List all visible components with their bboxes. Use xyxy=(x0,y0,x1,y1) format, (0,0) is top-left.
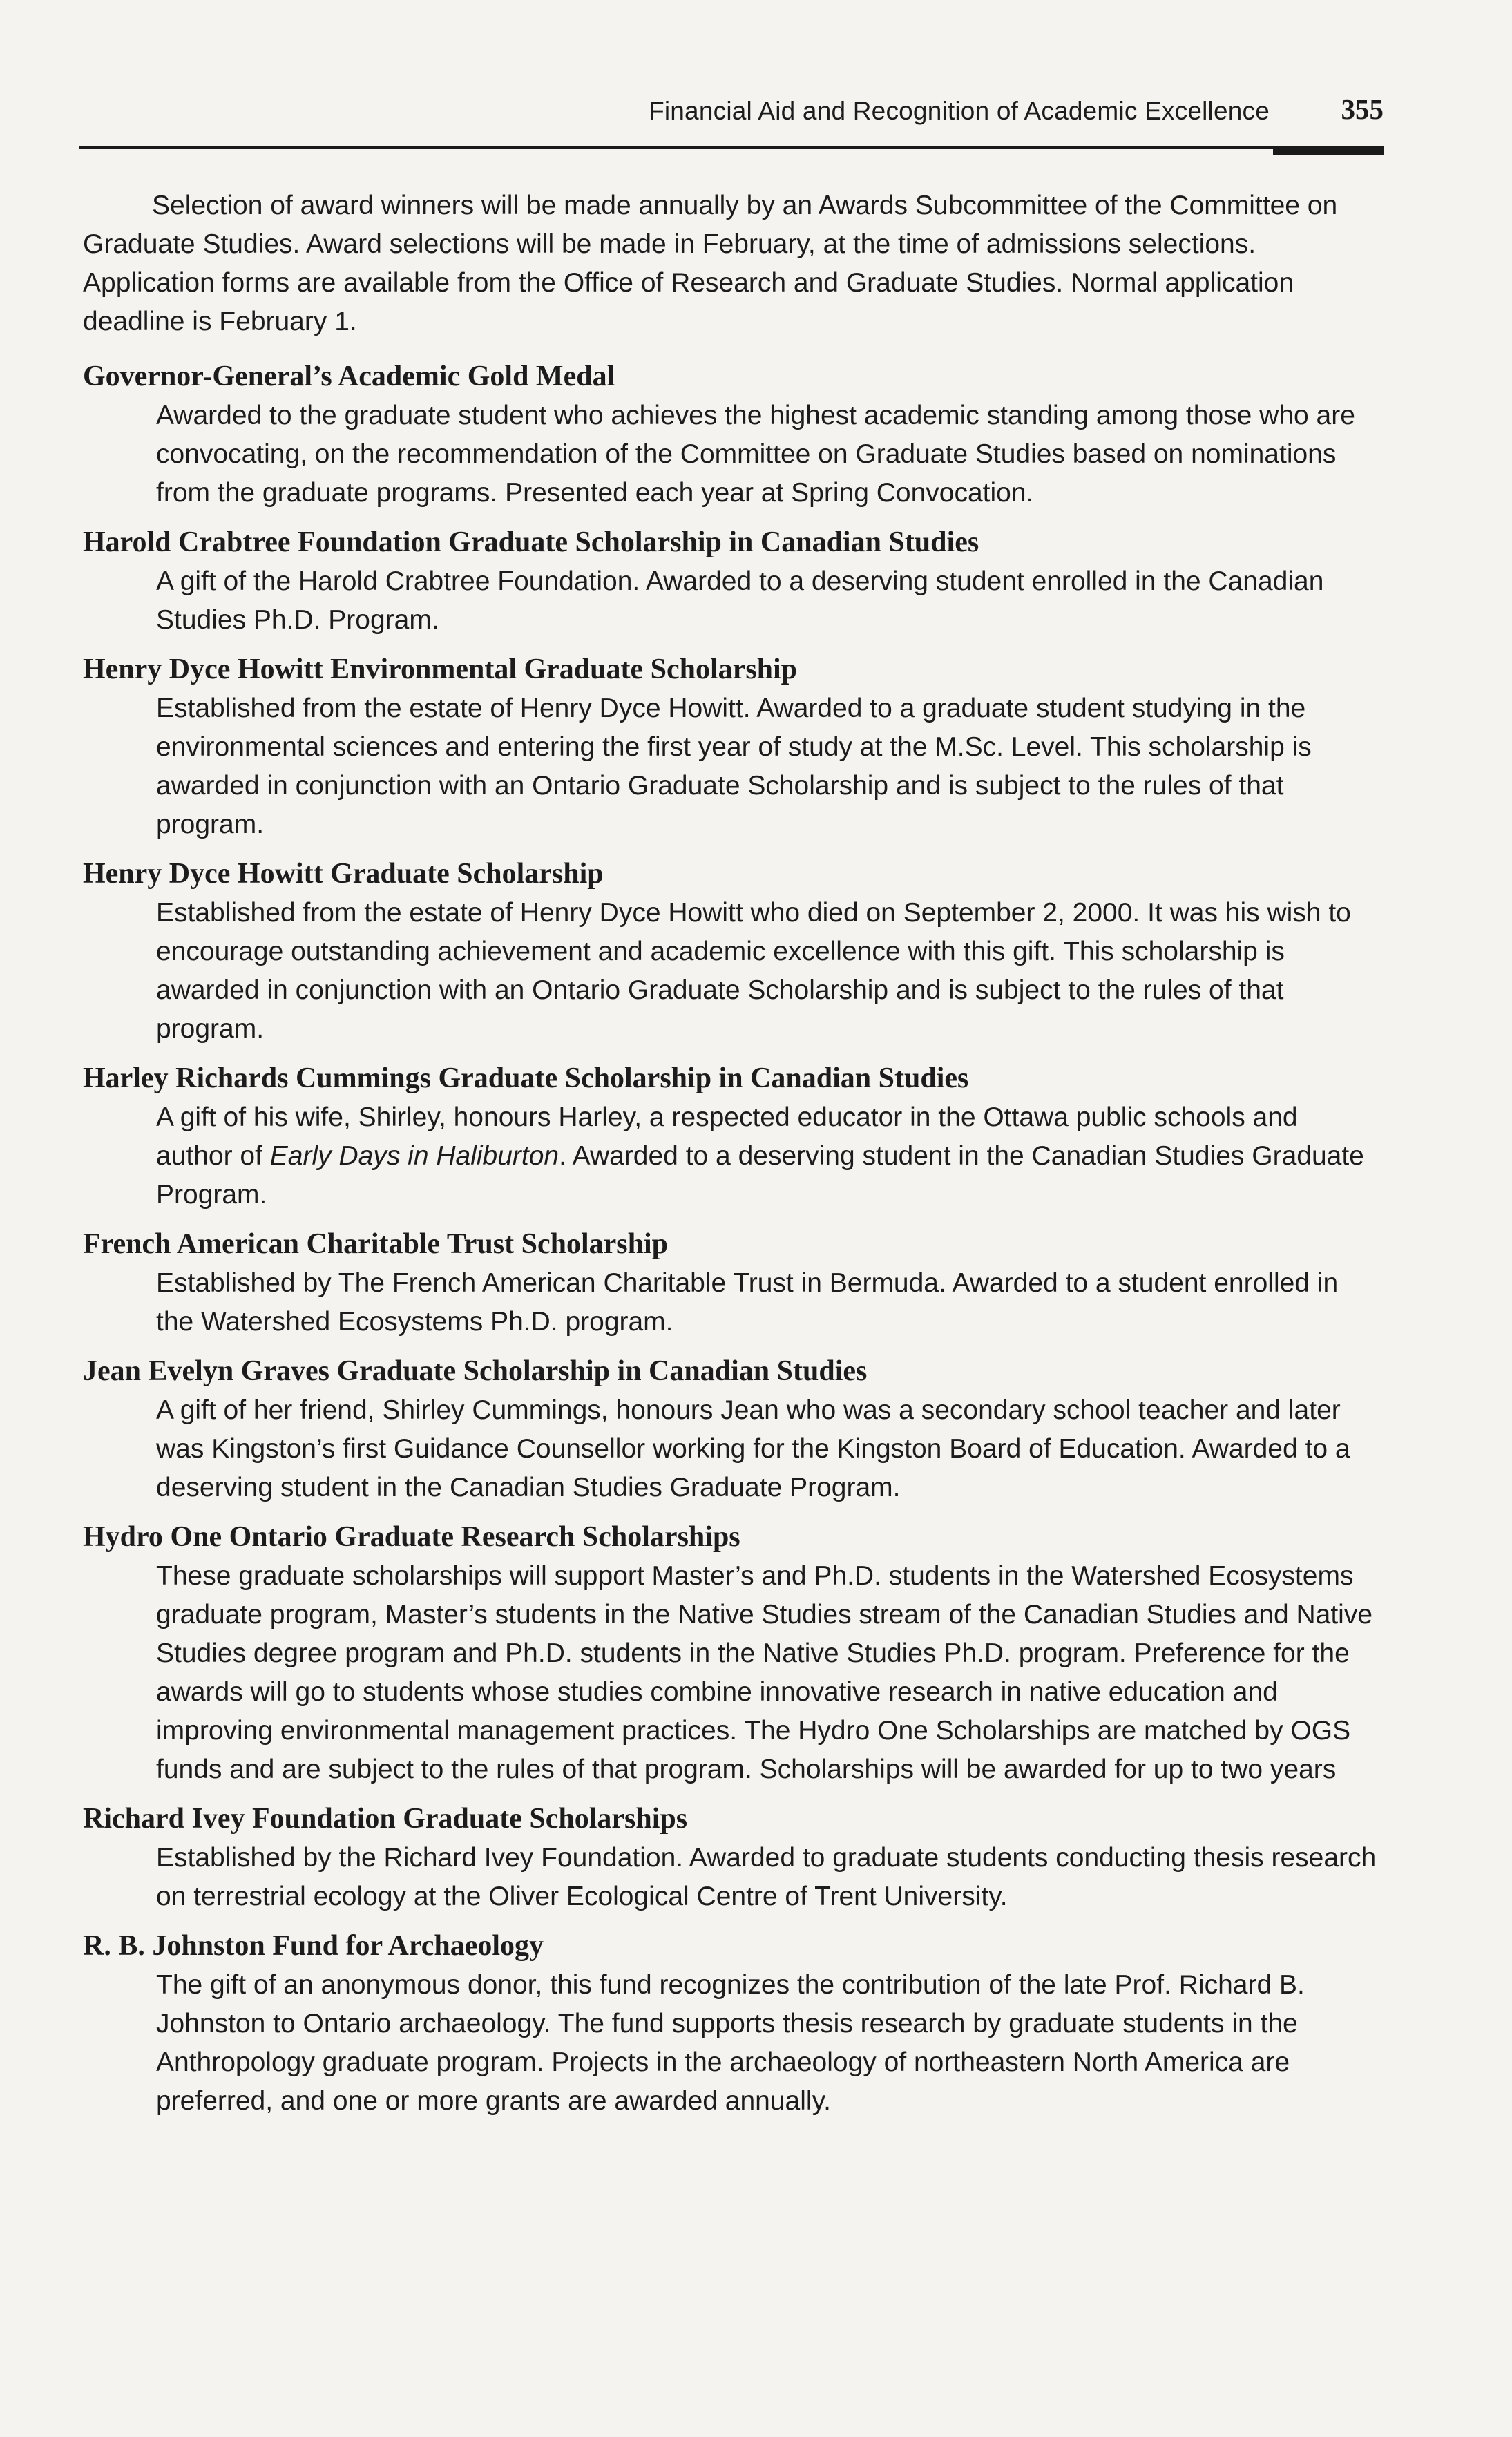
award-entry xyxy=(83,1058,1381,1214)
page-number: 355 xyxy=(1341,93,1384,125)
award-description: Established from the estate of Henry Dyce Howitt who died on September 2, 2000. It was his wish to encourage outstanding achievement and academic excellence with this gift. This scholarship is awarded in conjunction with an Ontario Graduate Scholarship and is subject to the rules of that program. xyxy=(156,898,1351,1044)
award-title: Harley Richards Cummings Graduate Scholarship in Canadian Studies xyxy=(83,1062,969,1094)
award-description-text: . Awarded to a deserving student in the Canadian Studies Graduate Program. xyxy=(156,1141,1364,1210)
award-description: Established from the estate of Henry Dyce Howitt. Awarded to a graduate student studying in the environmental sciences and entering the first year of study at the M.Sc. Level. This scholarship is awarded in conjunction with an Ontario Graduate Scholarship and is subject to the rules of that program. xyxy=(156,694,1312,839)
award-description: These graduate scholarships will support Master’s and Ph.D. students in the Watershed Ecosystems graduate program, Master’s students in the Native Studies stream of the Canadian Studies and Native Studies degree program and Ph.D. students in the Native Studies Ph.D. program. Preference for the awards will go to students whose studies combine innovative research in native education and improving environmental management practices. The Hydro One Scholarships are matched by OGS funds and are subject to the rules of that program. Scholarships will be awarded for up to two years xyxy=(156,1561,1373,1784)
award-title: Jean Evelyn Graves Graduate Scholarship in Canadian Studies xyxy=(83,1355,868,1387)
award-title: Henry Dyce Howitt Environmental Graduate Scholarship xyxy=(83,653,798,685)
running-header xyxy=(79,88,1384,151)
award-entry xyxy=(83,1224,1381,1341)
award-title: Harold Crabtree Foundation Graduate Scholarship in Canadian Studies xyxy=(83,526,979,558)
intro-paragraph: Selection of award winners will be made annually by an Awards Subcommittee of the Committee on Graduate Studies. Award selections will be made in February, at the time of admissions selections. Application forms are available from the Office of Research and Graduate Studies. Normal application deadline is February 1. xyxy=(83,191,1338,336)
book-title: Early Days in Haliburton xyxy=(269,1141,559,1171)
award-description: Established by the Richard Ivey Foundation. Awarded to graduate students conducting thesis research on terrestrial ecology at the Oliver Ecological Centre of Trent University. xyxy=(156,1843,1377,1911)
header-rule-tab xyxy=(1273,146,1384,155)
award-description: A gift of the Harold Crabtree Foundation. Awarded to a deserving student enrolled in the Canadian Studies Ph.D. Program. xyxy=(156,566,1324,635)
award-entry xyxy=(83,1351,1381,1507)
award-title: French American Charitable Trust Scholarship xyxy=(83,1228,669,1260)
award-entry xyxy=(83,356,1381,513)
award-entry xyxy=(83,1799,1381,1916)
award-description-text: A gift of his wife, Shirley, honours Harley, a respected educator in the Ottawa public schools and author of xyxy=(156,1102,1298,1171)
award-entry xyxy=(83,649,1381,844)
award-entry xyxy=(83,854,1381,1049)
page-body xyxy=(83,187,1381,2130)
award-title: Governor-General’s Academic Gold Medal xyxy=(83,361,615,392)
award-title: Henry Dyce Howitt Graduate Scholarship xyxy=(83,858,604,890)
header-title: Financial Aid and Recognition of Academic Excellence xyxy=(649,97,1270,125)
award-description xyxy=(156,1098,1381,1214)
award-description: A gift of her friend, Shirley Cummings, honours Jean who was a secondary school teacher and later was Kingston’s first Guidance Counsellor working for the Kingston Board of Education. Awarded to a deserving student in the Canadian Studies Graduate Program. xyxy=(156,1395,1350,1502)
award-title: R. B. Johnston Fund for Archaeology xyxy=(83,1930,544,1962)
award-entry xyxy=(83,522,1381,640)
award-description: The gift of an anonymous donor, this fund recognizes the contribution of the late Prof. Richard B. Johnston to Ontario archaeology. The fund supports thesis research by graduate students in the Anthropology graduate program. Projects in the archaeology of northeastern North America are preferred, and one or more grants are awarded annually. xyxy=(156,1970,1305,2116)
award-title: Hydro One Ontario Graduate Research Scholarships xyxy=(83,1521,740,1553)
award-title: Richard Ivey Foundation Graduate Scholarships xyxy=(83,1803,688,1835)
header-rule xyxy=(79,146,1384,149)
award-entry xyxy=(83,1517,1381,1789)
award-description: Established by The French American Charitable Trust in Bermuda. Awarded to a student enrolled in the Watershed Ecosystems Ph.D. program. xyxy=(156,1268,1339,1337)
award-entry xyxy=(83,1926,1381,2121)
award-description: Awarded to the graduate student who achieves the highest academic standing among those who are convocating, on the recommendation of the Committee on Graduate Studies based on nominations from the graduate programs. Presented each year at Spring Convocation. xyxy=(156,401,1355,508)
